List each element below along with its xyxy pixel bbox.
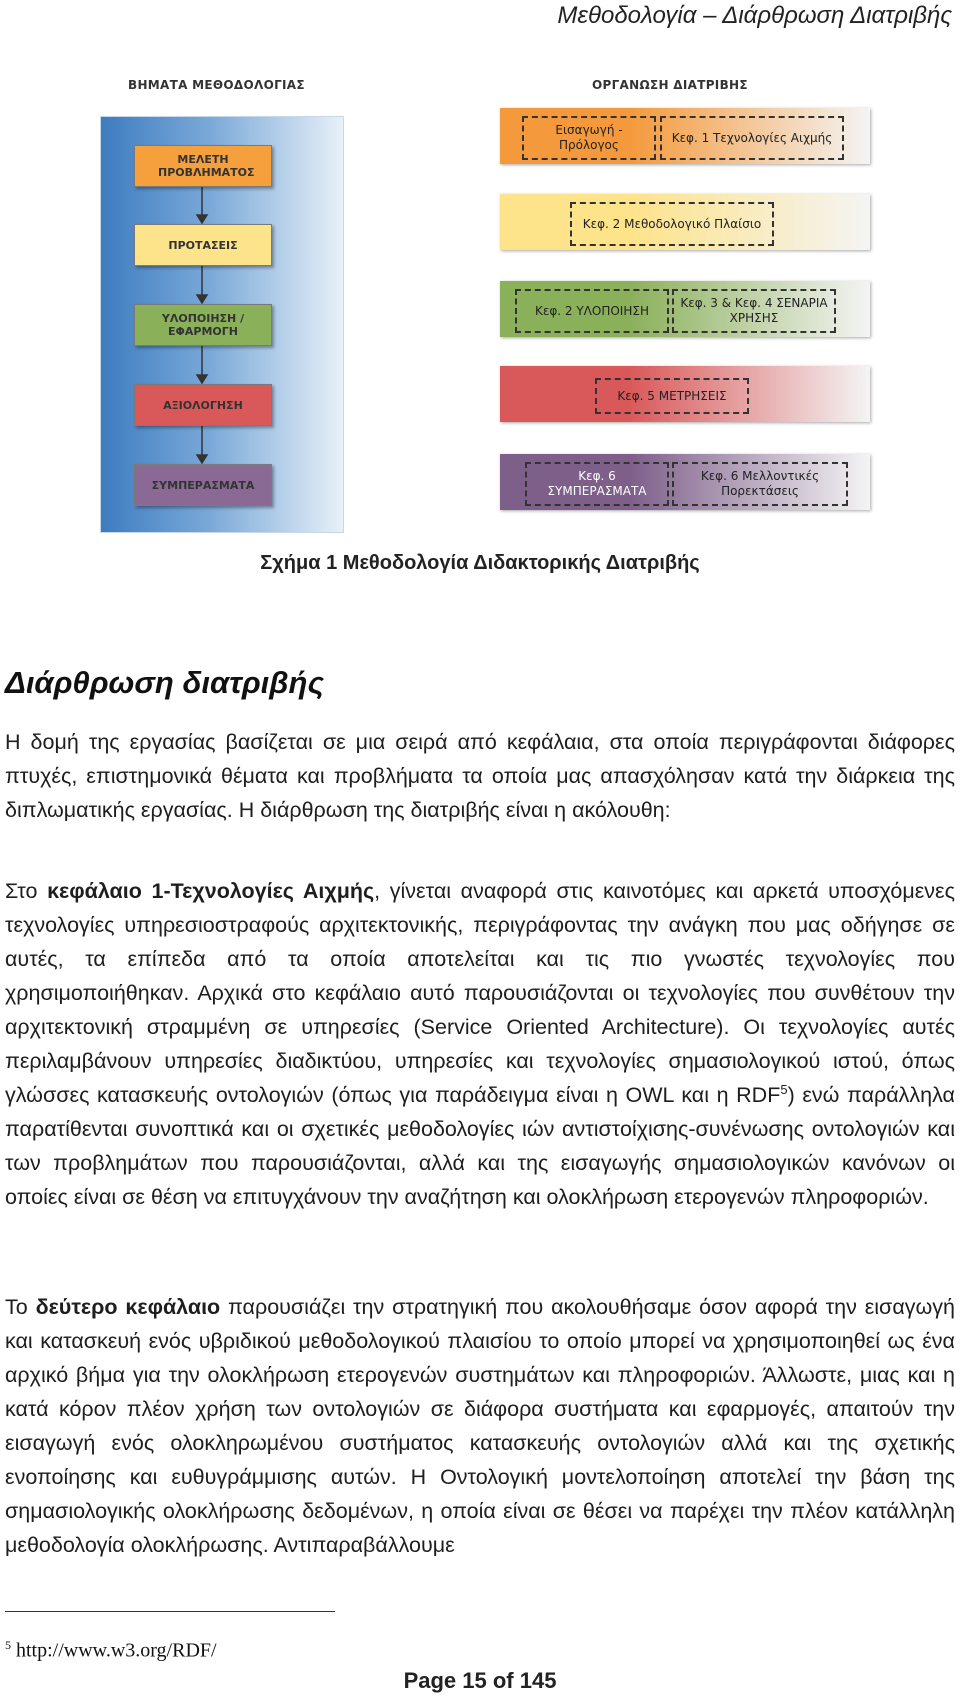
band-introduction [500, 108, 870, 164]
figure-caption: Σχήμα 1 Μεθοδολογία Διδακτορικής Διατριβής [260, 552, 700, 574]
methodology-steps-panel [100, 116, 344, 533]
step-implementation [134, 304, 272, 346]
step-evaluation [134, 384, 272, 426]
figure-left-heading: ΒΗΜΑΤΑ ΜΕΘΟΔΟΛΟΓΙΑΣ [128, 78, 305, 92]
footnote-separator [5, 1611, 335, 1612]
methodology-figure [100, 78, 880, 533]
step-label: ΜΕΛΕΤΗ ΠΡΟΒΛΗΜΑΤΟΣ [158, 153, 255, 179]
section-heading: Διάρθρωση διατριβής [5, 665, 324, 700]
text-run: , γίνεται αναφορά στις καινοτόμες και αρκετά υποσχόμενες τεχνολογίες υπηρεσιοστραφούς αρχιτεκτονικής, περιγράφοντας την ανάγκη που μας οδήγησε σε αυτές, τα επίπεδα από τα οποία αποτελείται και τις πιο γνωστές τεχνολογίες που χρησιμοποιήθηκαν. Αρχικά στο κεφάλαιο αυτό παρουσιάζονται οι τεχνολογίες που συνθέτουν την αρχιτεκτονική στραμμένη σε υπηρεσίες (Service Oriented Architecture). Οι τεχνολογίες αυτές περιλαμβάνουν υπηρεσίες διαδικτύου, υπηρεσίες και τεχνολογίες σημασιολογικού ιστού, όπως γλώσσες κατασκευής οντολογιών (όπως για παράδειγμα είναι η OWL και η RDF [5, 879, 955, 1107]
box-chapter-1: Κεφ. 1 Τεχνολογίες Αιχμής [660, 116, 844, 160]
box-chapter-2-implementation: Κεφ. 2 ΥΛΟΠΟΙΗΣΗ [515, 289, 669, 333]
footnote [5, 1638, 217, 1663]
step-label: ΣΥΜΠΕΡΑΣΜΑΤΑ [151, 478, 255, 492]
footnote-link[interactable]: http://www.w3.org/RDF/ [16, 1639, 217, 1662]
chapter-1-title: κεφάλαιο 1-Τεχνολογίες Αιχμής [47, 879, 375, 903]
box-chapter-6-future: Κεφ. 6 Μελλοντικές Πορεκτάσεις [672, 462, 848, 506]
running-header: Μεθοδολογία – Διάρθρωση Διατριβής [557, 2, 952, 29]
paragraph-intro: Η δομή της εργασίας βασίζεται σε μια σειρά από κεφάλαια, στα οποία περιγράφονται διάφορες πτυχές, επιστημονικά θέματα και προβλήματα τα οποία μας απασχόλησαν κατά την διάρκεια της διπλωματικής εργασίας. Η διάρθρωση της διατριβής είναι η ακόλουθη: [5, 730, 955, 822]
step-conclusions [134, 464, 272, 506]
step-label: ΠΡΟΤΑΣΕΙΣ [168, 238, 238, 252]
text-run: παρουσιάζει την στρατηγική που ακολουθήσαμε όσον αφορά την εισαγωγή και κατασκευή ενός υβριδικού μεθοδολογικού πλαισίου το οποίο μπορεί να χρησιμοποιηθεί ως ένα αρχικό βήμα για την ολοκλήρωση ετερογενών συστημάτων και πληροφοριών. Άλλωστε, μιας και η κατά κόρον πλέον χρήση των οντολογιών σε διάφορα συστήματα και εφαρμογές, απαιτούν την εισαγωγή ενός ολοκληρωμένου συστήματος κατασκευής οντολογιών αλλά και της σχετικής ενοποίησης και ευθυγράμμισης αυτών. Η Οντολογική μοντελοποίηση αποτελεί την βάση της σημασιολογικής ολοκλήρωσης δεδομένων, η οποία είναι σε θέσει να παρέχει την πλέον κατάλληλη μεθοδολογία ολοκλήρωσης. Αντιπαραβάλλουμε [5, 1295, 955, 1557]
band-conclusions [500, 454, 870, 510]
footnote-ref: 5 [780, 1081, 788, 1097]
paragraph-chapter-1 [5, 874, 955, 1214]
figure-right-heading: ΟΡΓΑΝΩΣΗ ΔΙΑΤΡΙΒΗΣ [592, 78, 748, 92]
text-run: Το [5, 1295, 36, 1319]
box-chapter-5: Κεφ. 5 ΜΕΤΡΗΣΕΙΣ [595, 378, 749, 414]
chapter-2-title: δεύτερο κεφάλαιο [35, 1295, 221, 1319]
box-chapter-3-4: Κεφ. 3 & Κεφ. 4 ΣΕΝΑΡΙΑ ΧΡΗΣΗΣ [672, 289, 836, 333]
band-framework [500, 194, 870, 250]
band-implementation [500, 281, 870, 337]
step-proposals [134, 224, 272, 266]
box-chapter-2-framework: Κεφ. 2 Μεθοδολογικό Πλαίσιο [570, 202, 774, 246]
step-problem-study [134, 145, 272, 187]
box-introduction: Εισαγωγή - Πρόλογος [522, 116, 656, 160]
step-label: ΥΛΟΠΟΙΗΣΗ /ΕΦΑΡΜΟΓΗ [161, 312, 245, 338]
footnote-number: 5 [5, 1638, 11, 1652]
step-label: ΑΞΙΟΛΟΓΗΣΗ [163, 398, 243, 412]
paragraph-chapter-2 [5, 1290, 955, 1562]
page-number: Page 15 of 145 [403, 1668, 557, 1693]
box-chapter-6-conclusions: Κεφ. 6 ΣΥΜΠΕΡΑΣΜΑΤΑ [525, 462, 669, 506]
text-run: Στο [5, 879, 48, 903]
band-measurements [500, 366, 870, 422]
text-run: ) ενώ παράλληλα παρατίθενται συνοπτικά και οι σχετικές μεθοδολογίες ιών αντιστοίχισης-συνένωσης οντολογιών και των προβλημάτων που παρουσιάζονται, αλλά και της εισαγωγής σημασιολογικών κανόνων οι οποίες είναι σε θέση να επιτυγχάνουν την αναζήτηση και ολοκλήρωση ετερογενών πληροφοριών. [5, 1083, 955, 1209]
